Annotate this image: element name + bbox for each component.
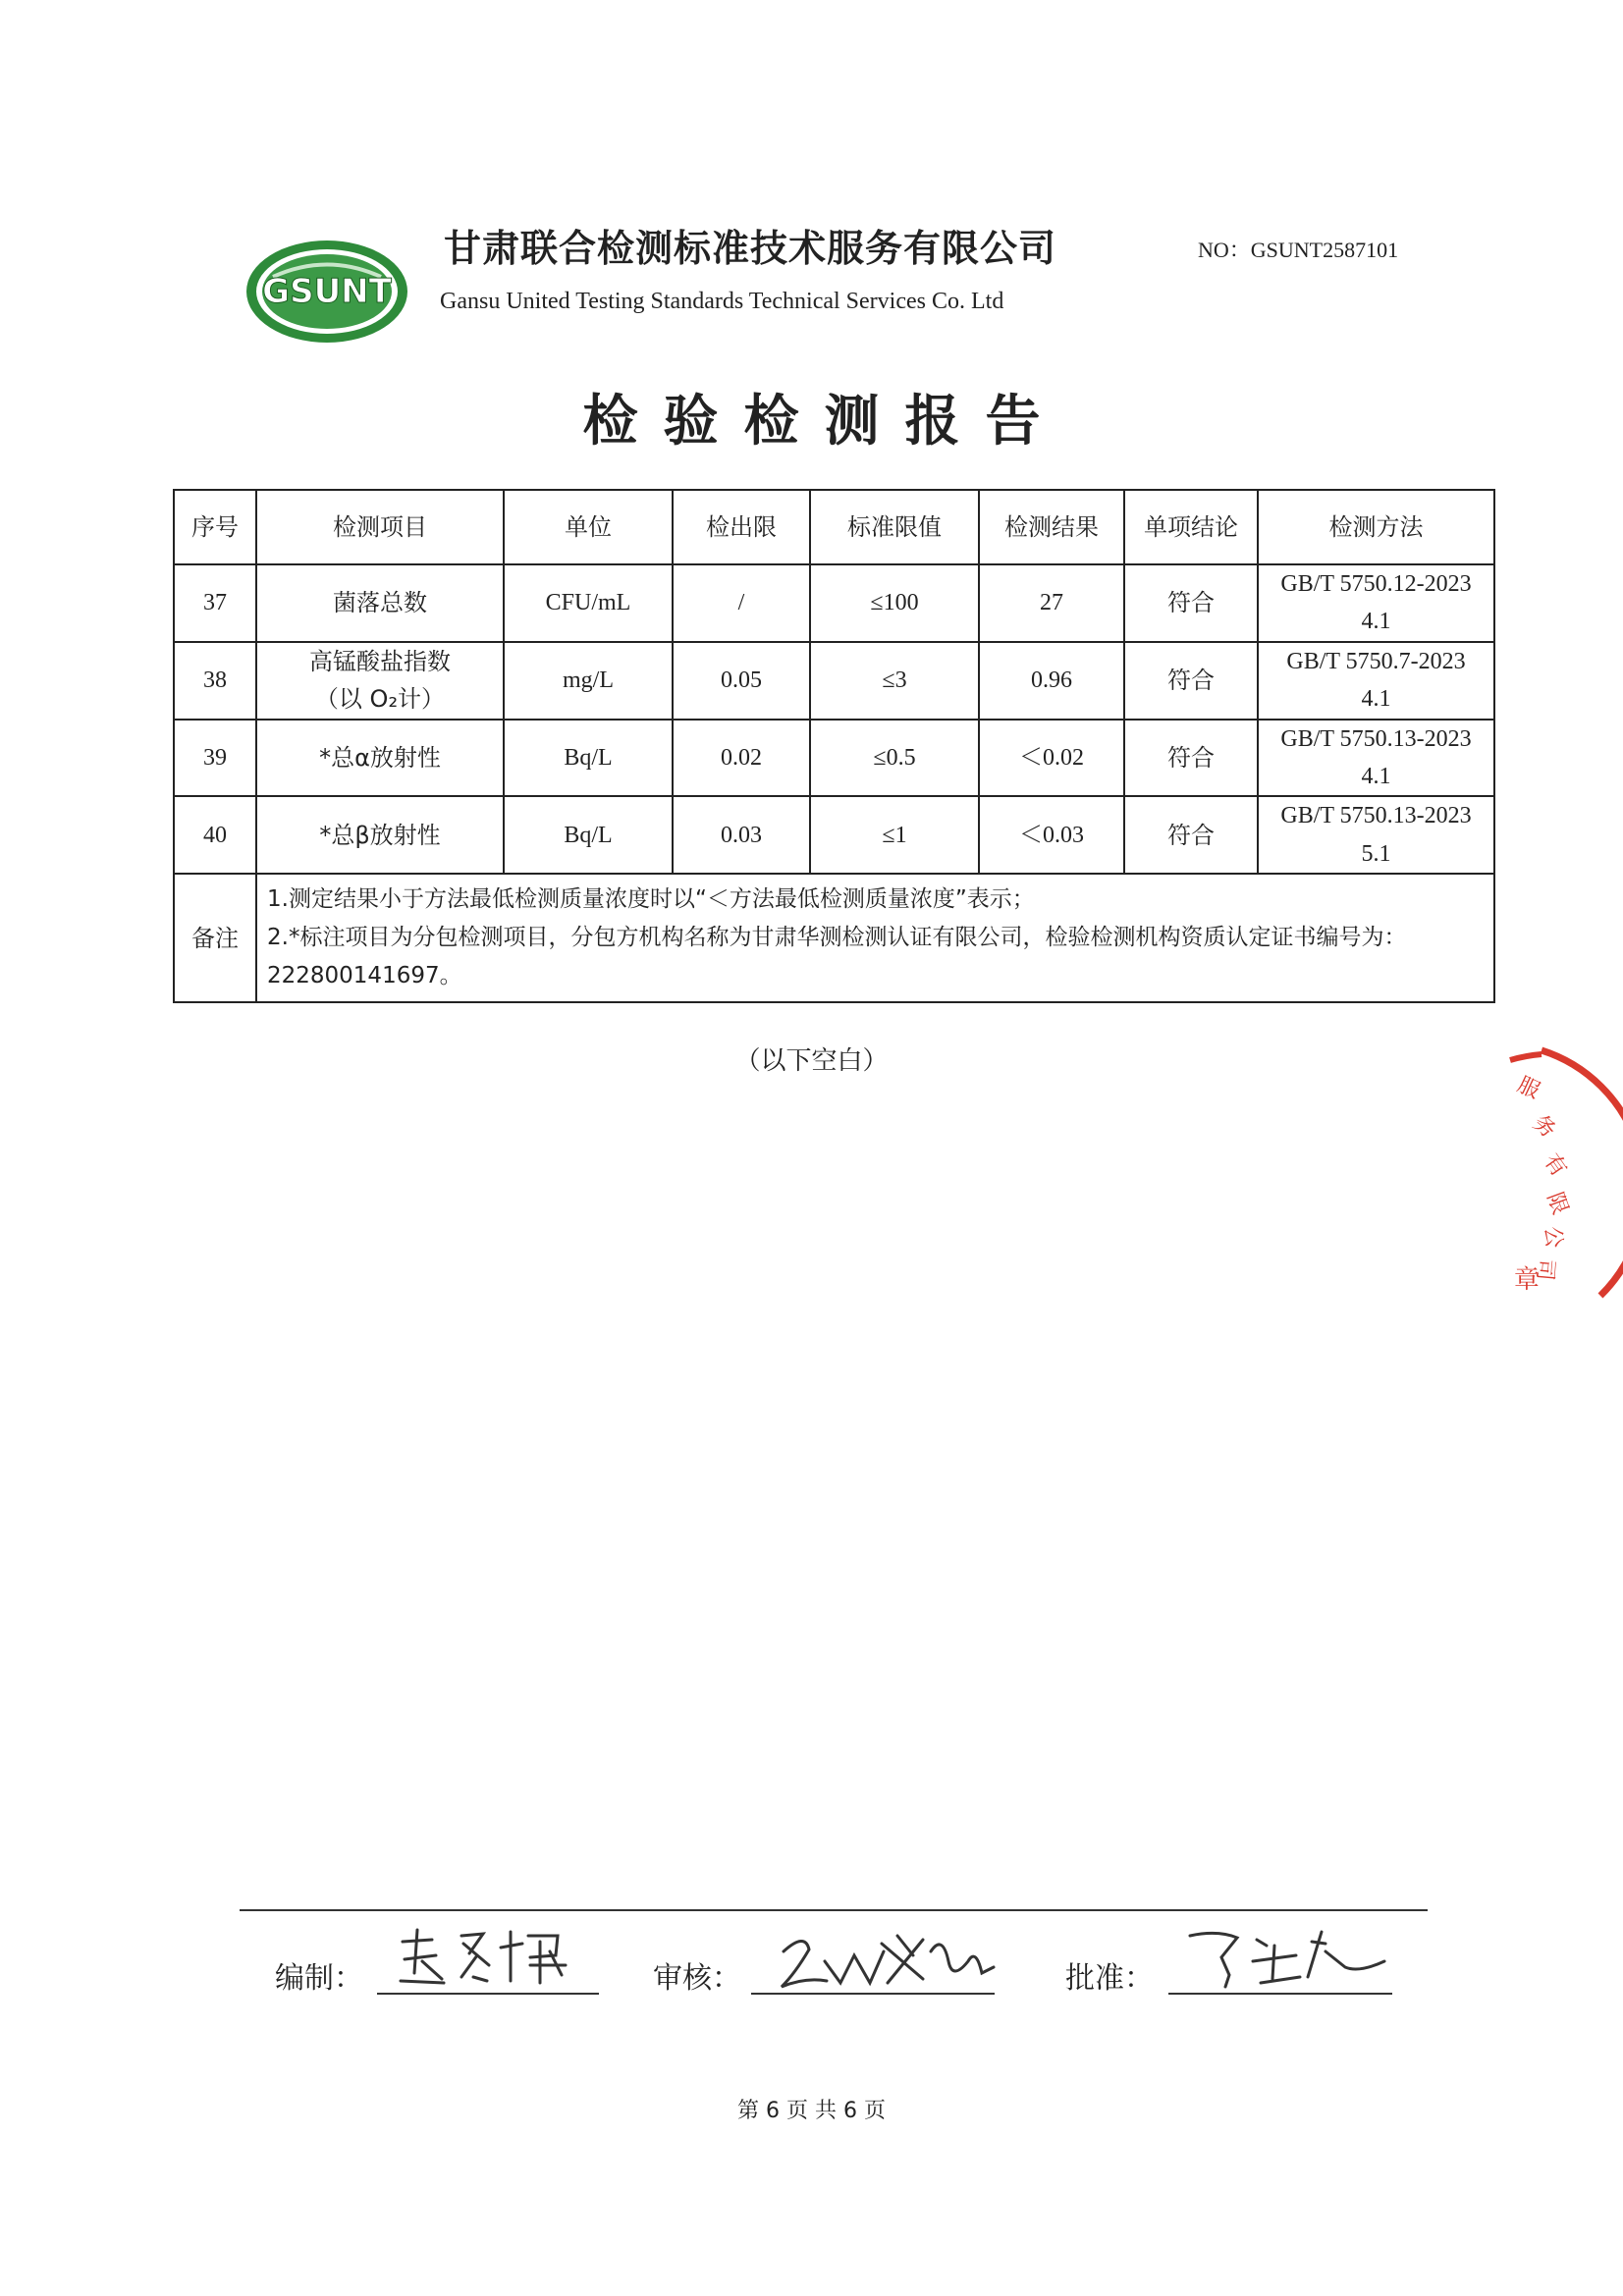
method-standard: GB/T 5750.7-2023 [1286,648,1466,674]
svg-text:章: 章 [1514,1265,1541,1295]
cell-unit: mg/L [504,642,673,720]
svg-text:公: 公 [1540,1225,1566,1250]
report-title: 检验检测报告 [582,390,1066,454]
cell-no: 37 [174,564,256,642]
method-standard: GB/T 5750.13-2023 [1280,725,1472,752]
col-header-result: 检测结果 [979,490,1124,564]
method-clause: 4.1 [1361,763,1391,789]
cell-unit: CFU/mL [504,564,673,642]
cell-conclusion: 符合 [1124,720,1258,797]
company-name-en: Gansu United Testing Standards Technical Services Co. Ltd [440,289,1004,314]
item-name: 高锰酸盐指数 [309,647,451,675]
cell-limit: 0.03 [673,796,810,874]
cell-no: 40 [174,796,256,874]
col-header-standard: 标准限值 [810,490,979,564]
cell-item [256,564,504,642]
cell-unit: Bq/L [504,720,673,797]
svg-text:司: 司 [1532,1257,1558,1282]
note-1: 1.测定结果小于方法最低检测质量浓度时以“＜方法最低检测质量浓度”表示； [267,886,1035,913]
method-clause: 4.1 [1361,686,1391,713]
reviewed-signature [776,1922,1001,1995]
cell-item [256,642,504,720]
cell-method [1258,564,1494,642]
note-2: 2.*标注项目为分包检测项目，分包方机构名称为甘肃华测检测认证有限公司，检验检测机构资质认定证书编号为：222800141697。 [267,925,1407,989]
cell-result: ＜0.02 [979,720,1124,797]
col-header-no: 序号 [174,490,256,564]
gsunt-logo-icon [243,238,410,346]
cell-limit: 0.02 [673,720,810,797]
notes-cell [256,874,1494,1002]
results-table [173,489,1495,1003]
cell-conclusion: 符合 [1124,564,1258,642]
cell-method [1258,720,1494,797]
method-clause: 4.1 [1361,609,1391,635]
cell-method [1258,796,1494,874]
company-seal [1502,1041,1623,1315]
page-number: 第 6 页 共 6 页 [737,2099,886,2123]
table-row [174,564,1494,642]
handwritten-signature-icon [393,1922,579,1995]
method-standard: GB/T 5750.12-2023 [1280,571,1472,597]
cell-no: 38 [174,642,256,720]
item-note: （以 O₂计） [314,685,446,714]
method-clause: 5.1 [1361,840,1391,867]
company-name-cn: 甘肃联合检测标准技术服务有限公司 [444,227,1057,270]
col-header-method: 检测方法 [1258,490,1494,564]
cell-result: ＜0.03 [979,796,1124,874]
svg-text:服: 服 [1513,1072,1543,1104]
col-header-item: 检测项目 [256,490,504,564]
report-number: NO：GSUNT2587101 [1198,238,1399,262]
table-row [174,642,1494,720]
cell-standard: ≤100 [810,564,979,642]
table-header-row [174,490,1494,564]
svg-text:限: 限 [1542,1189,1573,1218]
notes-label: 备注 [174,874,256,1002]
cell-item [256,796,504,874]
table-row [174,796,1494,874]
blank-below-note: （以下空白） [734,1046,889,1076]
table-row [174,720,1494,797]
cell-limit: 0.05 [673,642,810,720]
approved-signature [1178,1922,1394,1995]
prepared-label: 编制： [275,1961,363,1996]
cell-conclusion: 符合 [1124,796,1258,874]
col-header-conclusion: 单项结论 [1124,490,1258,564]
cell-result: 0.96 [979,642,1124,720]
item-name: 菌落总数 [333,589,427,617]
signature-divider [240,1909,1428,1911]
company-logo [243,238,410,346]
cell-conclusion: 符合 [1124,642,1258,720]
item-name: *总α放射性 [319,743,441,772]
cell-no: 39 [174,720,256,797]
handwritten-signature-icon [776,1922,1001,1995]
prepared-signature [393,1922,579,1995]
cell-unit: Bq/L [504,796,673,874]
cell-method [1258,642,1494,720]
col-header-limit: 检出限 [673,490,810,564]
notes-row [174,874,1494,1002]
handwritten-signature-icon [1178,1922,1394,1995]
method-standard: GB/T 5750.13-2023 [1280,803,1472,829]
cell-limit: / [673,564,810,642]
svg-text:务: 务 [1528,1110,1561,1144]
reviewed-label: 审核： [653,1961,741,1996]
cell-item [256,720,504,797]
cell-standard: ≤1 [810,796,979,874]
seal-stamp-icon [1502,1041,1623,1315]
cell-standard: ≤0.5 [810,720,979,797]
cell-standard: ≤3 [810,642,979,720]
cell-result: 27 [979,564,1124,642]
approved-label: 批准： [1065,1961,1154,1996]
logo-text: GSUNT [262,272,392,311]
svg-text:有: 有 [1539,1149,1572,1182]
item-name: *总β放射性 [319,821,441,849]
col-header-unit: 单位 [504,490,673,564]
